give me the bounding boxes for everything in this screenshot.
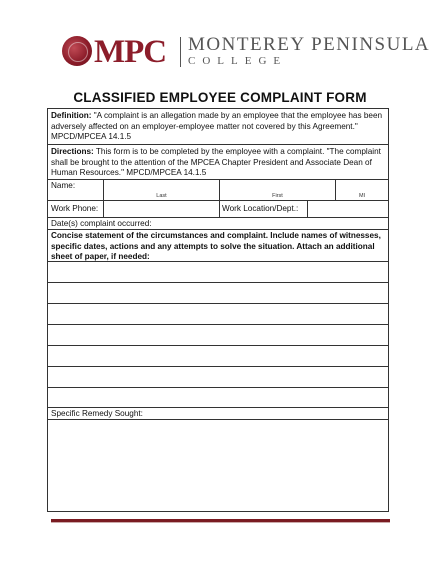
definition-paragraph (51, 111, 384, 143)
remedy-label: Specific Remedy Sought: (51, 409, 143, 418)
dates-row[interactable] (48, 218, 388, 230)
remedy-header (48, 408, 388, 420)
form-title: CLASSIFIED EMPLOYEE COMPLAINT FORM (73, 90, 367, 105)
work-location-field[interactable] (308, 201, 388, 217)
name-row (48, 180, 388, 201)
statement-line[interactable] (48, 346, 388, 367)
work-phone-row (48, 201, 388, 218)
logo-mpc-text: MPC (94, 34, 167, 70)
work-phone-label: Work Phone: (51, 204, 99, 213)
work-phone-field[interactable] (104, 201, 219, 217)
logo-college-word: COLLEGE (188, 55, 288, 67)
statement-line[interactable] (48, 388, 388, 408)
college-logo (62, 34, 431, 72)
directions-text: This form is to be completed by the employee with a complaint. "The complaint shall be brought to the attention of the MPCEA Chapter President and Associate Dean of Human Resources." MPCD/MPCEA 14.1.5 (51, 147, 381, 177)
name-label: Name: (51, 181, 76, 190)
statement-header (48, 230, 388, 262)
footer-rule (51, 519, 390, 523)
work-location-label: Work Location/Dept.: (222, 204, 299, 213)
last-name-caption: Last (156, 193, 167, 199)
definition-label: Definition: (51, 111, 92, 120)
complaint-form (47, 108, 389, 512)
statement-line[interactable] (48, 367, 388, 388)
middle-initial-caption: MI (358, 193, 366, 199)
statement-label: Concise statement of the circumstances and complaint. Include names of witnesses, specific dates, actions and any attempts to solve the situation. Attach an additional sheet of paper, if needed: (51, 231, 381, 261)
definition-text: "A complaint is an allegation made by an employee that the employee has been adversely affected on an employer-employee matter not covered by this Agreement." MPCD/MPCEA 14.1.5 (51, 111, 383, 141)
logo-divider (180, 37, 181, 67)
dates-label: Date(s) complaint occurred: (51, 219, 152, 228)
definition-section (48, 109, 388, 145)
first-name-caption: First (272, 193, 283, 199)
statement-line[interactable] (48, 325, 388, 346)
statement-line[interactable] (48, 283, 388, 304)
statement-line[interactable] (48, 262, 388, 283)
remedy-field[interactable] (48, 420, 388, 511)
statement-line[interactable] (48, 304, 388, 325)
directions-paragraph (51, 147, 384, 179)
directions-label: Directions: (51, 147, 94, 156)
work-location-divider-left (219, 201, 220, 217)
college-seal-icon (62, 36, 92, 66)
directions-section (48, 145, 388, 180)
logo-college-name: MONTEREY PENINSULA (188, 34, 431, 55)
